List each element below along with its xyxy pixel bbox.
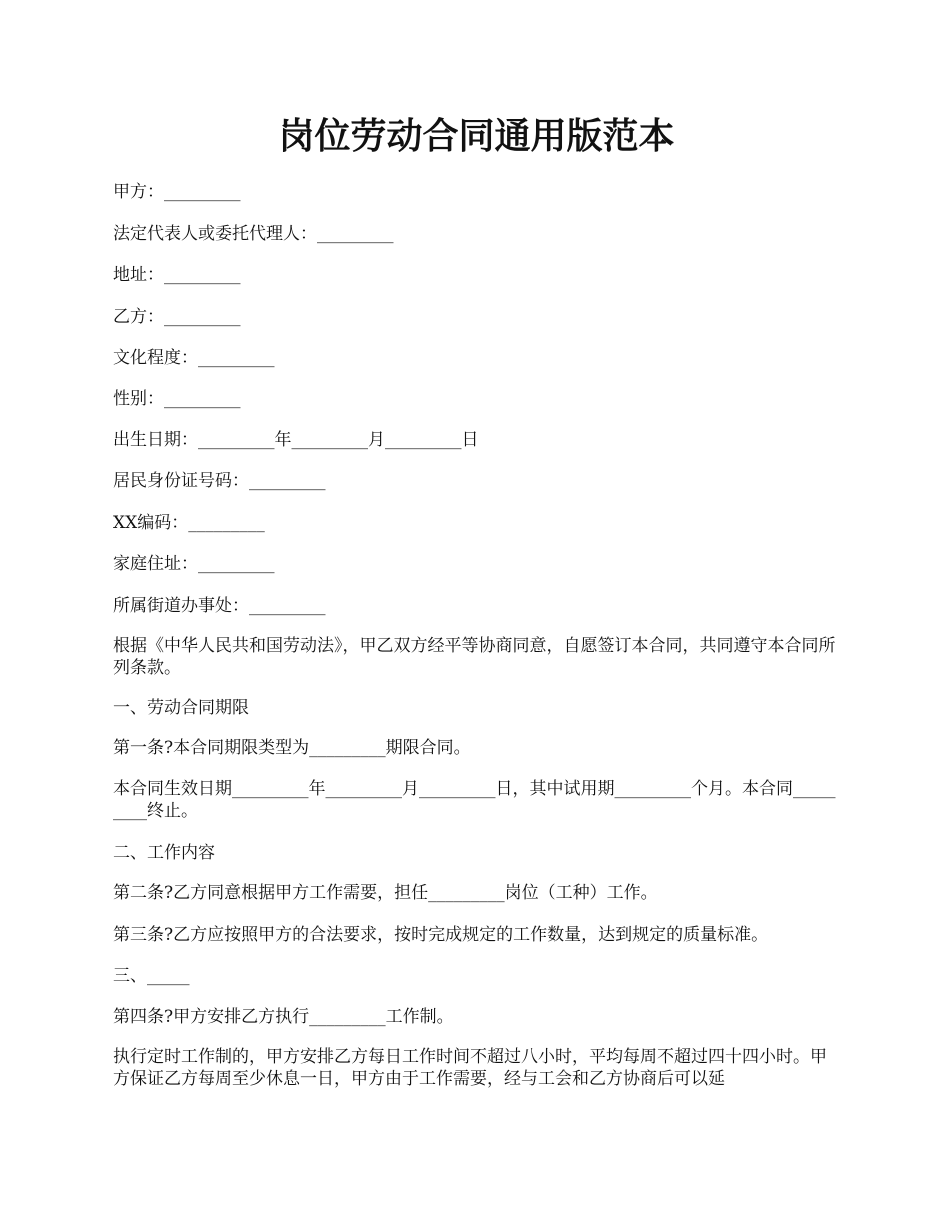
section-heading-work-content: 二、工作内容 bbox=[113, 843, 215, 863]
article-3: 第三条?乙方应按照甲方的合法要求，按时完成规定的工作数量，达到规定的质量标准。 bbox=[113, 925, 769, 945]
effective-date-paragraph: 本合同生效日期_________年_________月_________日，其中试用期_________个月。本合同_________终止。 bbox=[113, 779, 836, 821]
field-subdistrict-office: 所属街道办事处：_________ bbox=[113, 596, 326, 616]
field-birth-date: 出生日期：_________年_________月_________日 bbox=[113, 430, 479, 450]
field-legal-representative: 法定代表人或委托代理人：_________ bbox=[113, 224, 394, 244]
field-address: 地址：_________ bbox=[113, 265, 241, 285]
field-gender: 性别：_________ bbox=[113, 389, 241, 409]
section-heading-contract-term: 一、劳动合同期限 bbox=[113, 698, 249, 718]
article-2: 第二条?乙方同意根据甲方工作需要，担任_________岗位（工种）工作。 bbox=[113, 883, 658, 903]
field-home-address: 家庭住址：_________ bbox=[113, 554, 275, 574]
field-code: XX编码：_________ bbox=[113, 513, 265, 533]
field-id-number: 居民身份证号码：_________ bbox=[113, 471, 326, 491]
field-education: 文化程度：_________ bbox=[113, 348, 275, 368]
intro-paragraph: 根据《中华人民共和国劳动法》，甲乙双方经平等协商同意，自愿签订本合同，共同遵守本合同所列条款。 bbox=[113, 636, 836, 678]
field-party-a: 甲方：_________ bbox=[113, 182, 241, 202]
field-party-b: 乙方：_________ bbox=[113, 307, 241, 327]
document-title: 岗位劳动合同通用版范本 bbox=[278, 115, 675, 157]
article-4: 第四条?甲方安排乙方执行_________工作制。 bbox=[113, 1007, 454, 1027]
article-1: 第一条?本合同期限类型为_________期限合同。 bbox=[113, 738, 471, 758]
section-heading-3: 三、_____ bbox=[113, 966, 190, 986]
working-hours-paragraph: 执行定时工作制的，甲方安排乙方每日工作时间不超过八小时，平均每周不超过四十四小时。甲方保证乙方每周至少休息一日，甲方由于工作需要，经与工会和乙方协商后可以延 bbox=[113, 1047, 827, 1089]
